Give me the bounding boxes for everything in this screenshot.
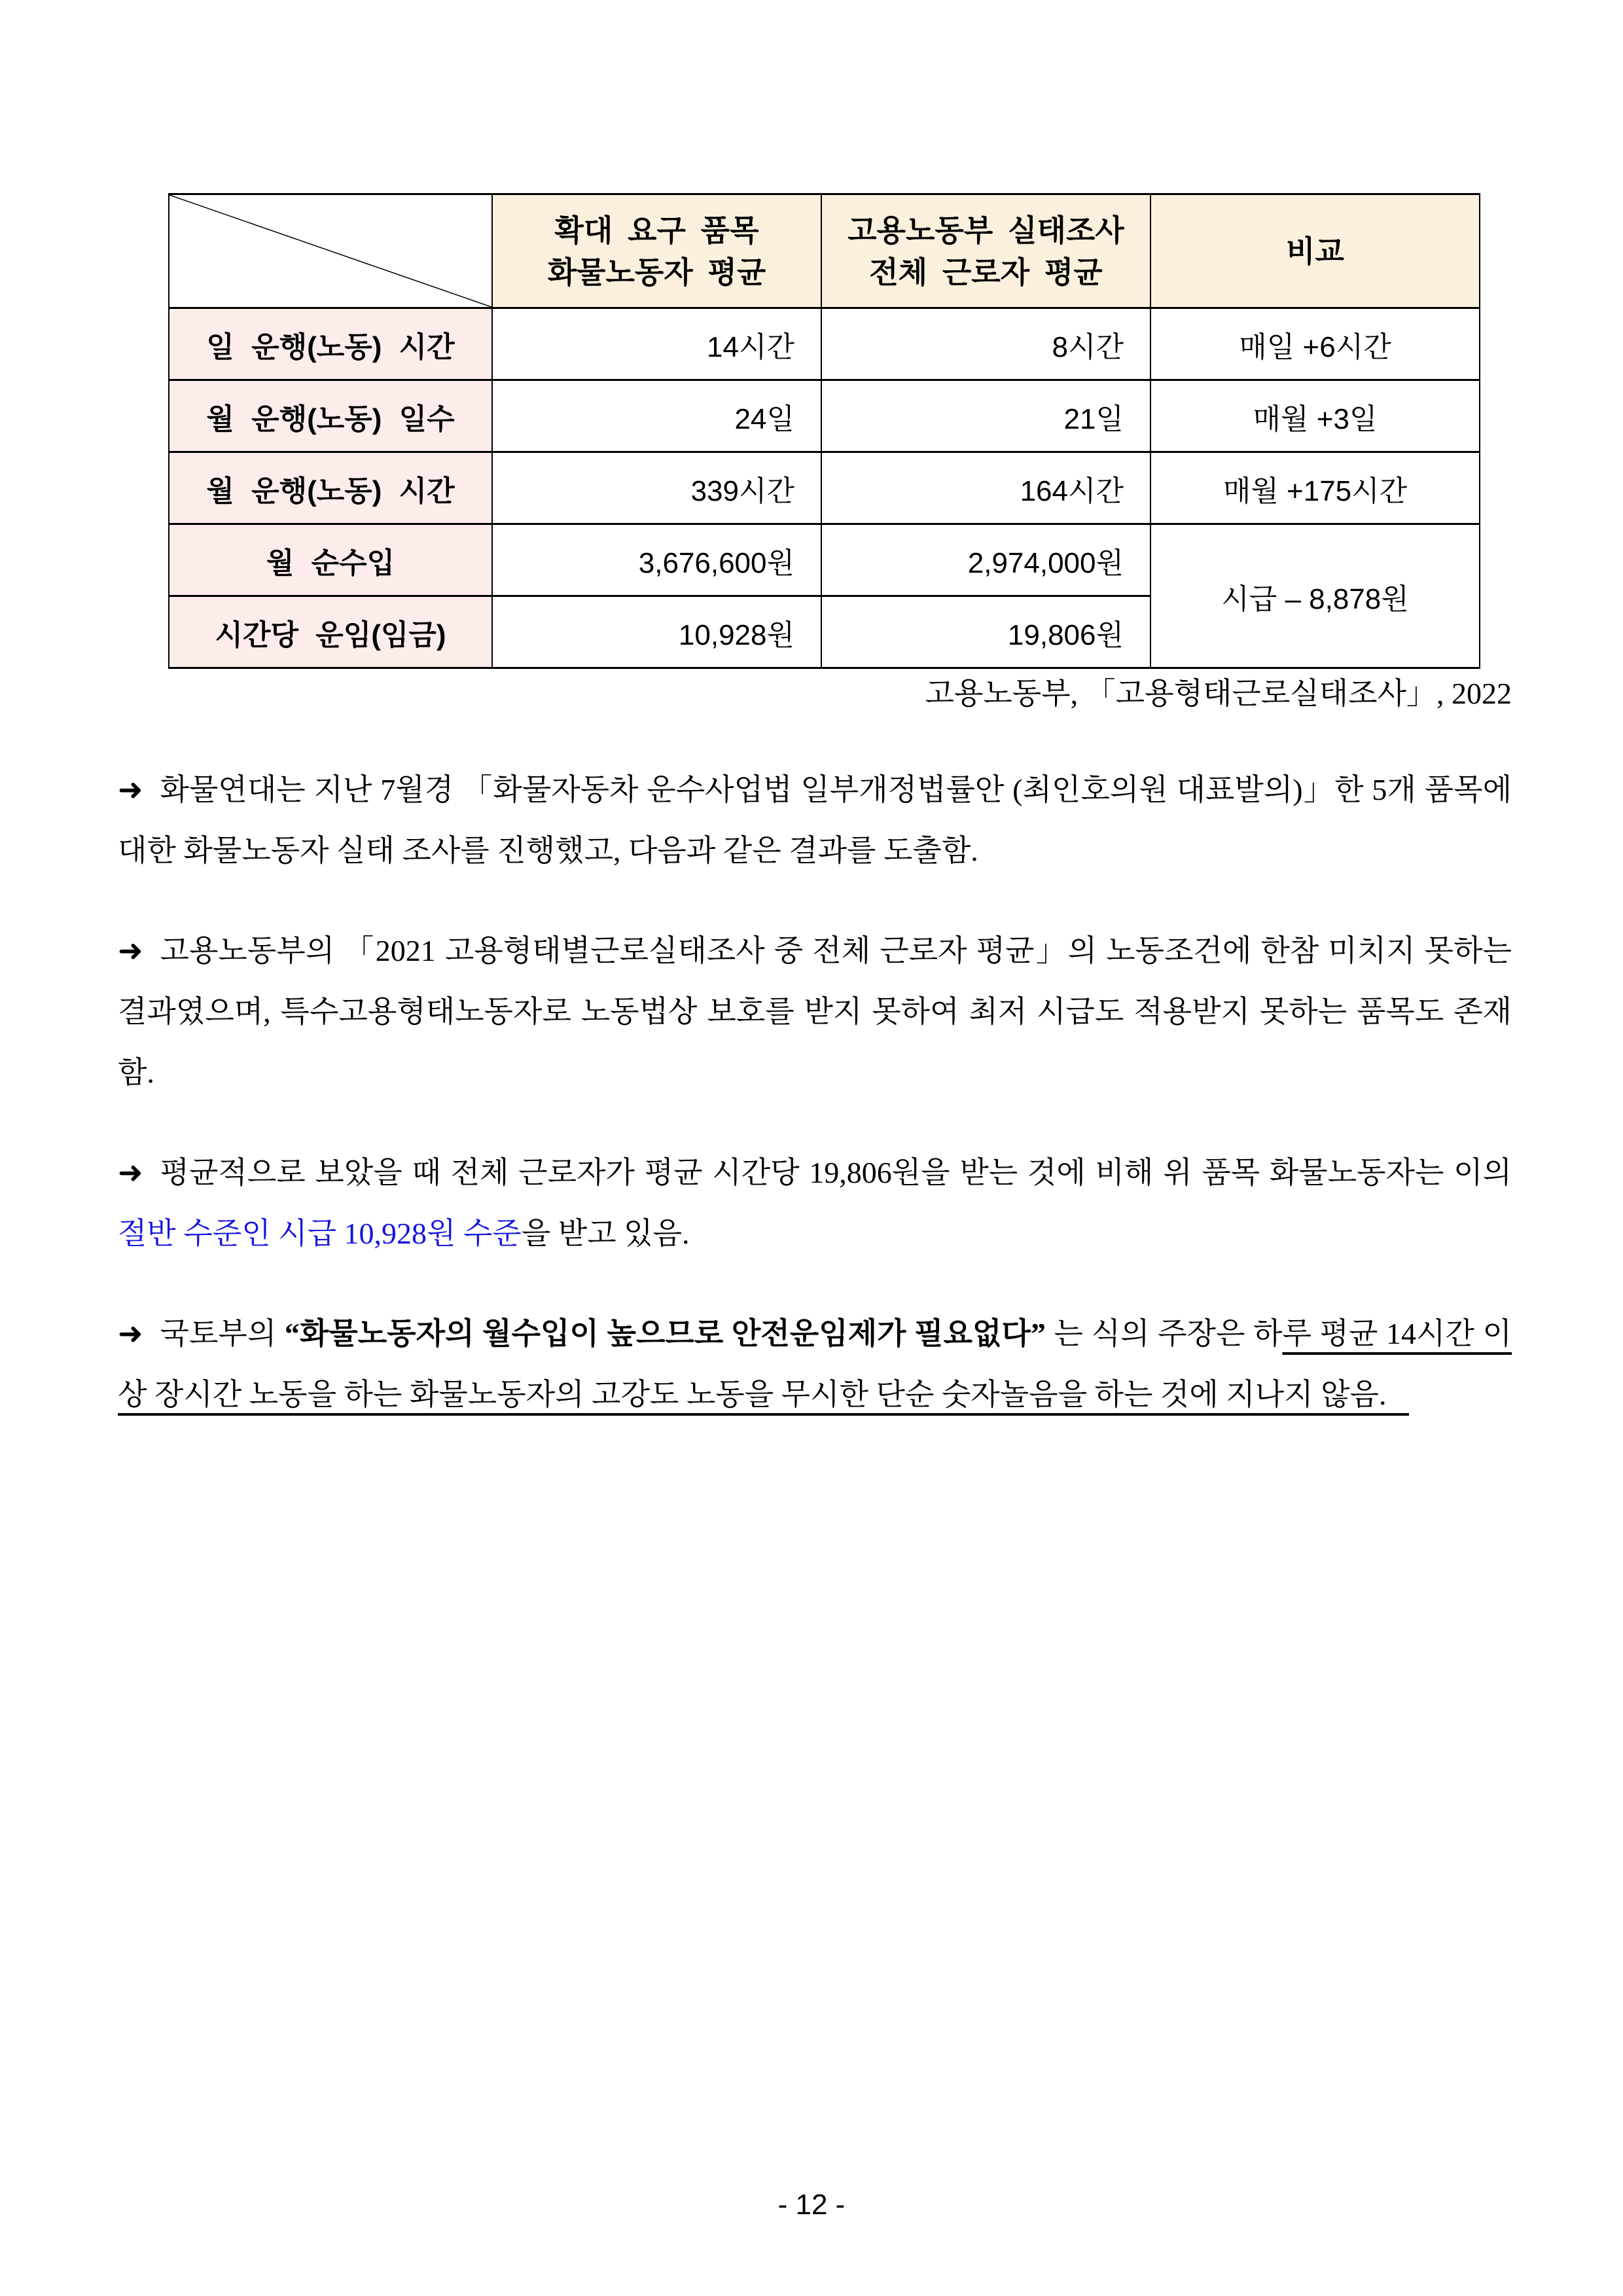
paragraph-segment-bold: “화물노동자의 월수입이 높으므로 안전운임제가 필요없다” — [284, 1317, 1046, 1350]
header-line-1: 고용노동부 실태조사 — [847, 213, 1124, 247]
body-paragraph-2 — [118, 920, 1512, 1103]
row-label-cell: 월 운행(노동) 시간 — [169, 452, 492, 524]
paragraph-segment-normal: 는 식의 주장은 하 — [1045, 1317, 1283, 1350]
row-label-cell: 시간당 운임(임금) — [169, 596, 492, 668]
table-row-daily-hours — [169, 308, 1480, 380]
arrow-bullet-icon: ➜ — [118, 1155, 143, 1190]
paragraph-segment-blue: 절반 수준인 시급 10,928원 수준 — [118, 1217, 522, 1250]
compare-cell: 매월 +3일 — [1150, 380, 1480, 452]
paragraph-text — [118, 934, 1512, 1089]
row-label-cell: 월 순수입 — [169, 524, 492, 596]
column-header-all-workers-average — [821, 194, 1150, 308]
paragraph-segment-normal: 고용노동부의 「2021 고용형태별근로실태조사 중 전체 근로자 평균」의 노동조건에 한참 미치지 못하는 결과였으며, 특수고용형태노동자로 노동법상 보호를 받지 못하여 최저 시급도 적용받지 못하는 품목도 존재함. — [118, 934, 1512, 1089]
all-workers-average-cell: 2,974,000원 — [821, 524, 1150, 596]
compare-cell: 매일 +6시간 — [1150, 308, 1480, 380]
source-citation: 고용노동부, 「고용형태근로실태조사」, 2022 — [925, 677, 1512, 710]
all-workers-average-cell: 8시간 — [821, 308, 1150, 380]
paragraph-segment-normal: 국토부의 — [160, 1317, 285, 1350]
header-line-1: 확대 요구 품목 — [554, 213, 759, 247]
diagonal-line — [169, 195, 491, 307]
table-header-row — [169, 194, 1480, 308]
body-paragraph-4 — [118, 1303, 1512, 1425]
paragraph-segment-normal: 화물연대는 지난 7월경 「화물자동차 운수사업법 일부개정법률안 (최인호의원 대표발의)」한 5개 품목에 대한 화물노동자 실태 조사를 진행했고, 다음과 같은 결과를 도출함. — [118, 773, 1512, 867]
all-workers-average-cell: 19,806원 — [821, 596, 1150, 668]
compare-merged-cell: 시급 – 8,878원 — [1150, 524, 1480, 668]
arrow-bullet-icon: ➜ — [118, 1316, 143, 1351]
column-header-cargo-average — [492, 194, 821, 308]
cargo-average-cell: 10,928원 — [492, 596, 821, 668]
table-row-monthly-days — [169, 380, 1480, 452]
arrow-bullet-icon: ➜ — [118, 933, 143, 968]
row-label-cell: 일 운행(노동) 시간 — [169, 308, 492, 380]
arrow-bullet-icon: ➜ — [118, 772, 143, 807]
compare-cell: 매월 +175시간 — [1150, 452, 1480, 524]
paragraph-segment-underline: 루 평균 14시간 이상 장시간 노동을 하는 화물노동자의 고강도 노동을 무시한 단순 숫자놀음을 하는 것에 지나지 않음. — [118, 1317, 1512, 1411]
header-line-2: 전체 근로자 평균 — [869, 255, 1103, 289]
survey-comparison-table — [168, 193, 1480, 669]
row-label-cell: 월 운행(노동) 일수 — [169, 380, 492, 452]
table-corner-cell — [169, 194, 492, 308]
paragraph-text — [118, 773, 1512, 867]
cargo-average-cell: 3,676,600원 — [492, 524, 821, 596]
all-workers-average-cell: 21일 — [821, 380, 1150, 452]
header-line-2: 화물노동자 평균 — [547, 255, 766, 289]
paragraph-text — [118, 1156, 1512, 1250]
body-text — [118, 759, 1512, 1464]
cargo-average-cell: 339시간 — [492, 452, 821, 524]
body-paragraph-1 — [118, 759, 1512, 881]
column-header-compare: 비교 — [1150, 194, 1480, 308]
paragraph-segment-normal: 을 받고 있음. — [521, 1217, 690, 1250]
table-row-monthly-hours — [169, 452, 1480, 524]
table-row-monthly-net-income — [169, 524, 1480, 596]
all-workers-average-cell: 164시간 — [821, 452, 1150, 524]
page-number: - 12 - — [777, 2189, 846, 2221]
body-paragraph-3 — [118, 1142, 1512, 1264]
cargo-average-cell: 14시간 — [492, 308, 821, 380]
paragraph-segment-normal: 평균적으로 보았을 때 전체 근로자가 평균 시간당 19,806원을 받는 것에 비해 위 품목 화물노동자는 이의 — [160, 1156, 1512, 1189]
paragraph-text — [118, 1317, 1512, 1411]
cargo-average-cell: 24일 — [492, 380, 821, 452]
